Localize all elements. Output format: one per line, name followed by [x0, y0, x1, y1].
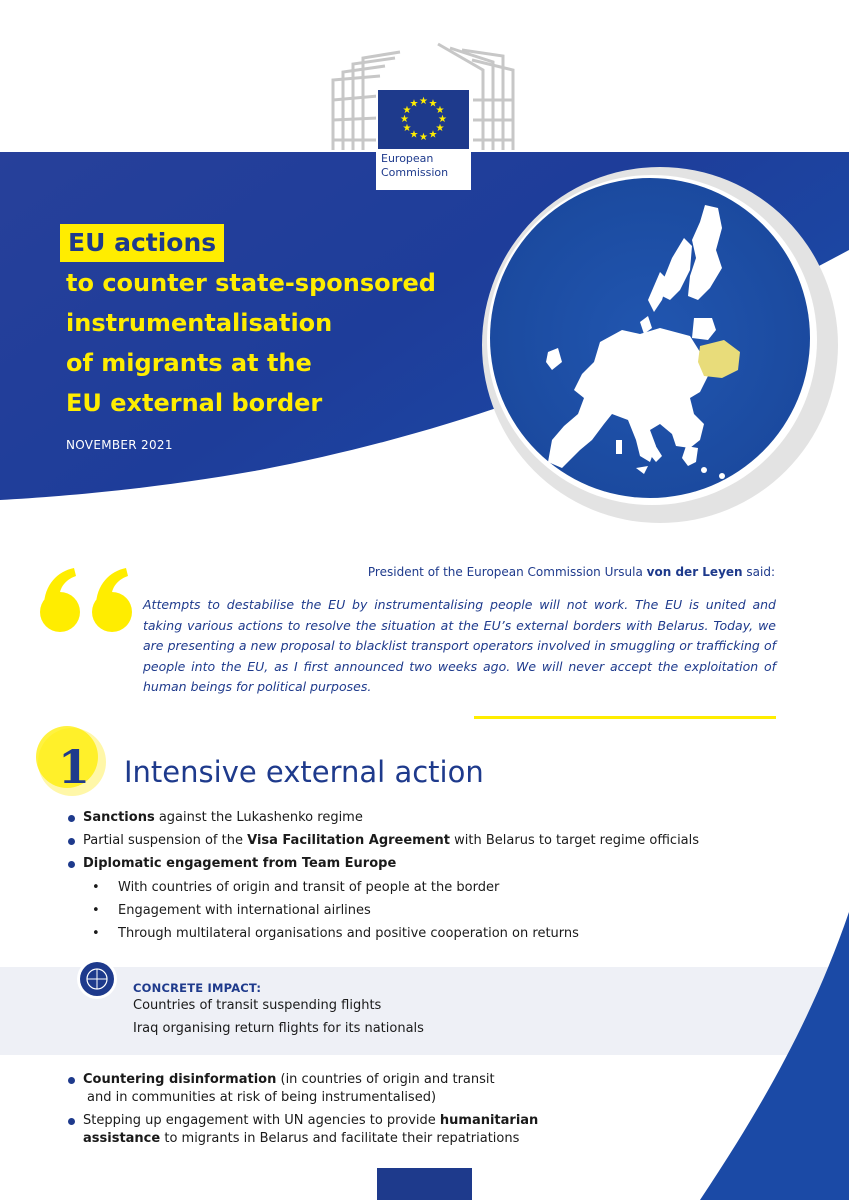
quote-underline	[474, 716, 776, 719]
bullet-dot-icon	[68, 861, 75, 868]
title-line-2: instrumentalisation	[66, 309, 333, 337]
svg-text:★: ★	[419, 96, 428, 107]
footer-block	[377, 1168, 472, 1200]
title-line-1: to counter state-sponsored	[66, 269, 436, 297]
impact-line-1: Countries of transit suspending flights	[133, 998, 382, 1013]
svg-text:★: ★	[435, 105, 445, 116]
svg-text:★: ★	[419, 132, 428, 143]
publication-date: NOVEMBER 2021	[66, 438, 173, 452]
svg-text:★: ★	[400, 114, 409, 125]
bottom-wedge	[700, 912, 849, 1200]
title-line-3: of migrants at the	[66, 349, 312, 377]
svg-text:★: ★	[438, 114, 447, 125]
impact-line-2: Iraq organising return flights for its nationals	[133, 1021, 424, 1036]
svg-text:★: ★	[428, 129, 438, 141]
bullet-dot-icon	[68, 838, 75, 845]
bullet-dot-icon	[68, 815, 75, 822]
title-highlight: EU actions	[60, 224, 224, 262]
quote-marks-icon	[40, 568, 132, 632]
svg-text:★: ★	[435, 123, 445, 134]
section-title: Intensive external action	[124, 755, 484, 789]
svg-text:★: ★	[409, 129, 419, 141]
bullet-humanitarian-line2: assistance to migrants in Belarus and facilitate their repatriations	[83, 1131, 520, 1146]
svg-text:★: ★	[428, 98, 438, 110]
svg-text:★: ★	[402, 105, 412, 116]
bullet-dot-icon	[68, 1077, 75, 1084]
quote-text: Attempts to destabilise the EU by instrumentalising people will not work. The EU is united and taking various actions to resolve the situation at the EU’s external borders with Belarus. Today, we are presenting a new proposal to blacklist transport operators involved in smuggling or trafficking of people into the EU, as I first announced two weeks ago. We will never accept the exploitation of human beings for political purposes.	[143, 597, 776, 694]
svg-text:★: ★	[409, 98, 419, 110]
bullet-disinformation-line2: and in communities at risk of being instrumentalised)	[87, 1090, 437, 1105]
bullet-dot-icon	[68, 1118, 75, 1125]
impact-title: CONCRETE IMPACT:	[133, 981, 262, 995]
logo-label: European Commission	[381, 152, 449, 179]
svg-text:★: ★	[402, 123, 412, 134]
quote-attribution: President of the European Commission Ursula von der Leyen said:	[367, 565, 775, 579]
section-number: 1	[58, 740, 91, 794]
title-line-4: EU external border	[66, 389, 323, 417]
